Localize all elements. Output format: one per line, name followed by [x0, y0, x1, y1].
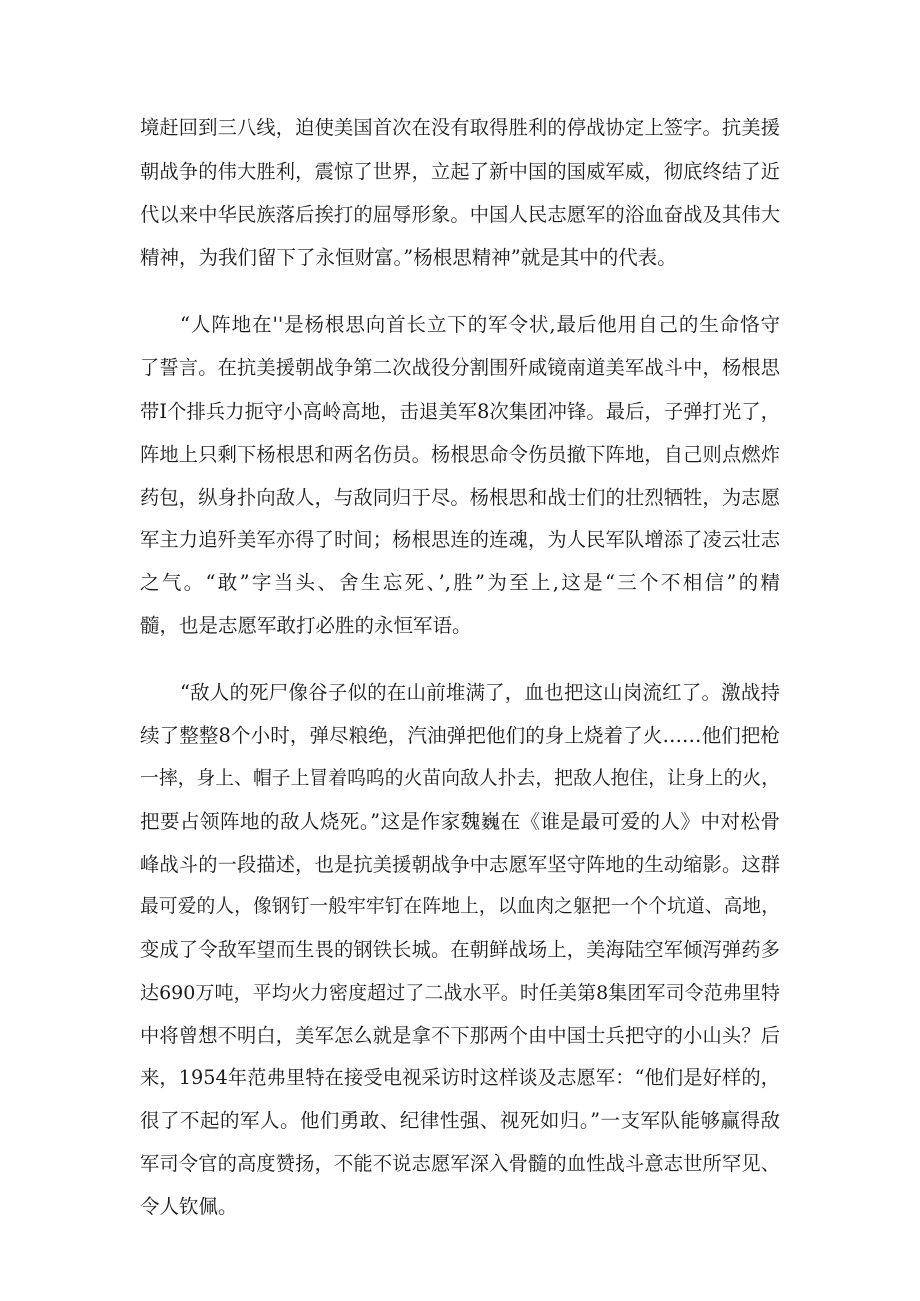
- text-line: “敌人的死尸像谷子似的在山前堆满了，血也把这山岗流红了。激战持: [180, 681, 780, 704]
- text-line: 一摔，身上、帽子上冒着呜呜的火苗向敌人扑去，把敌人抱住，让身上的火，: [140, 768, 780, 789]
- text-line: 带I个排兵力扼守小高岭高地，击退美军8次集团冲锋。最后，子弹打光了，: [140, 400, 780, 423]
- text-line: 髓，也是志愿军敢打必胜的永恒军语。: [140, 614, 472, 637]
- text-line: 军主力追歼美军亦得了时间；杨根思连的连魂，为人民军队增添了凌云壮志: [140, 528, 780, 551]
- text-line: 代以来中华民族落后挨打的屈辱形象。中国人民志愿军的浴血奋战及其伟大: [140, 203, 780, 226]
- text-line: 峰战斗的一段描述，也是抗美援朝战争中志愿军坚守阵地的生动缩影。这群: [140, 853, 780, 876]
- text-line: “人阵地在''是杨根思向首长立下的军令状,最后他用自己的生命恪守: [180, 313, 780, 336]
- text-line: 境赶回到三八线，迫使美国首次在没有取得胜利的停战协定上签字。抗美援: [140, 116, 780, 139]
- text-line: 续了整整8个小时，弹尽粮绝，汽油弹把他们的身上烧着了火……他们把枪: [140, 724, 780, 747]
- text-line: 朝战争的伟大胜利，震惊了世界，立起了新中国的国威军威，彻底终结了近: [140, 160, 780, 183]
- text-line: 变成了令敌军望而生畏的钢铁长城。在朝鲜战场上，美海陆空军倾泻弹药多: [140, 938, 780, 961]
- text-line: 来，1954年范弗里特在接受电视采访时这样谈及志愿军：“他们是好样的，: [140, 1066, 780, 1089]
- text-line: 精神，为我们留下了永恒财富。”杨根思精神”就是其中的代表。: [140, 246, 677, 269]
- text-line: 很了不起的军人。他们勇敢、纪律性强、视死如归。”一支军队能够赢得敌: [140, 1109, 780, 1132]
- text-line: 了誓言。在抗美援朝战争第二次战役分割围歼咸镜南道美军战斗中，杨根思: [140, 356, 780, 379]
- text-line: 最可爱的人，像钢钉一般牢牢钉在阵地上，以血肉之躯把一个个坑道、高地，: [140, 896, 780, 917]
- text-line: 达690万吨，平均火力密度超过了二战水平。时任美第8集团军司令范弗里特: [140, 982, 780, 1004]
- text-line: 令人钦佩。: [140, 1195, 238, 1218]
- text-line: 军司令官的高度赞扬，不能不说志愿军深入骨髓的血性战斗意志世所罕见、: [140, 1152, 780, 1175]
- text-line: 阵地上只剩下杨根思和两名伤员。杨根思命令伤员撤下阵地，自己则点燃炸: [140, 443, 780, 466]
- text-line: 中将曾想不明白，美军怎么就是拿不下那两个由中国士兵把守的小山头？后: [140, 1024, 780, 1047]
- text-line: 药包，纵身扑向敌人，与敌同归于尽。杨根思和战士们的壮烈牺牲，为志愿: [140, 486, 780, 509]
- text-line: 之气。“敢”字当头、舍生忘死、’,胜”为至上,这是“三个不相信”的精: [140, 571, 780, 594]
- text-line: 把要占领阵地的敌人烧死。”这是作家魏巍在《谁是最可爱的人》中对松骨: [140, 810, 780, 833]
